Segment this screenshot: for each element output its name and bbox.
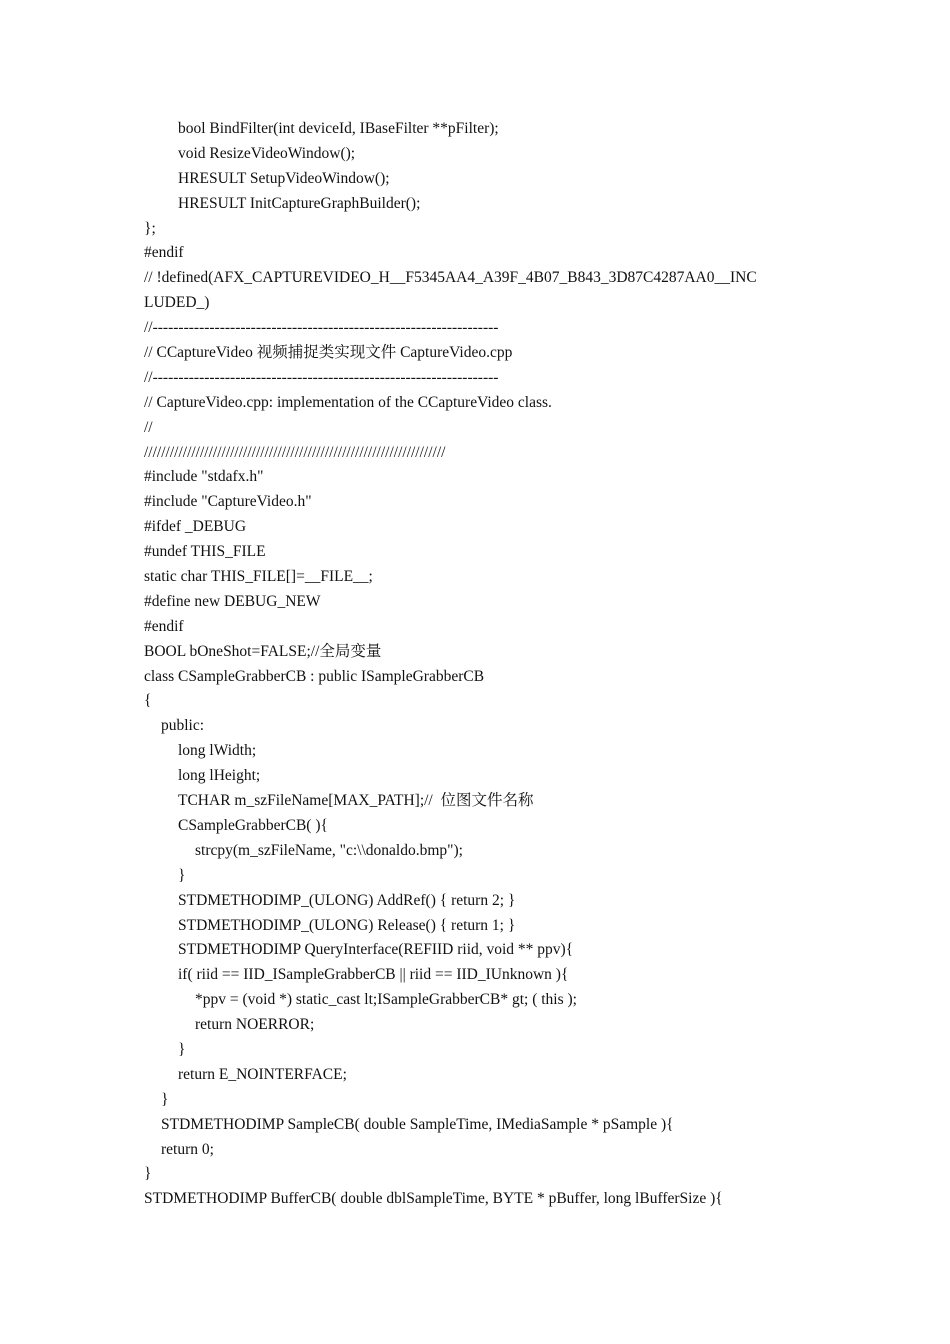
code-line: TCHAR m_szFileName[MAX_PATH];// 位图文件名称: [178, 792, 534, 810]
code-line: LUDED_): [144, 294, 210, 312]
code-line: STDMETHODIMP_(ULONG) Release() { return 1; }: [178, 916, 516, 934]
code-line: STDMETHODIMP SampleCB( double SampleTime, IMediaSample * pSample ){: [161, 1115, 674, 1133]
code-line: }: [178, 1040, 186, 1058]
code-line: BOOL bOneShot=FALSE;//全局变量: [144, 642, 382, 660]
code-line: }: [144, 1165, 152, 1183]
code-line: //-------------------------------------------------------------------: [144, 319, 499, 337]
code-line: //////////////////////////////////////////////////////////////////////: [144, 443, 446, 461]
code-line: static char THIS_FILE[]=__FILE__;: [144, 568, 373, 586]
code-line: {: [144, 692, 152, 710]
code-line: STDMETHODIMP QueryInterface(REFIID riid, void ** ppv){: [178, 941, 574, 959]
code-line: strcpy(m_szFileName, "c:\\donaldo.bmp");: [195, 841, 463, 859]
code-line: };: [144, 219, 156, 237]
code-line: #ifdef _DEBUG: [144, 518, 247, 536]
code-line: return NOERROR;: [195, 1016, 315, 1034]
code-line: long lHeight;: [178, 767, 261, 785]
code-line: #undef THIS_FILE: [144, 543, 266, 561]
code-line: return E_NOINTERFACE;: [178, 1065, 347, 1083]
code-line: #include "stdafx.h": [144, 468, 264, 486]
code-line: // CaptureVideo.cpp: implementation of the CCaptureVideo class.: [144, 393, 552, 411]
code-line: HRESULT SetupVideoWindow();: [178, 169, 390, 187]
code-line: *ppv = (void *) static_cast lt;ISampleGrabberCB* gt; ( this );: [195, 991, 577, 1009]
code-line: }: [178, 866, 186, 884]
code-line: public:: [161, 717, 205, 735]
code-line: #endif: [144, 617, 184, 635]
code-line: #endif: [144, 244, 184, 262]
code-line: }: [161, 1090, 169, 1108]
code-line: HRESULT InitCaptureGraphBuilder();: [178, 194, 421, 212]
code-line: #include "CaptureVideo.h": [144, 493, 312, 511]
code-line: #define new DEBUG_NEW: [144, 592, 321, 610]
code-line: return 0;: [161, 1140, 214, 1158]
code-line: long lWidth;: [178, 742, 257, 760]
code-line: bool BindFilter(int deviceId, IBaseFilter **pFilter);: [178, 120, 499, 137]
code-line: //-------------------------------------------------------------------: [144, 368, 499, 386]
code-line: if( riid == IID_ISampleGrabberCB || riid == IID_IUnknown ){: [178, 966, 569, 984]
code-listing: [144, 117, 844, 1212]
code-line: // CCaptureVideo 视频捕捉类实现文件 CaptureVideo.cpp: [144, 344, 513, 362]
code-line: CSampleGrabberCB( ){: [178, 816, 328, 834]
code-line: STDMETHODIMP BufferCB( double dblSampleTime, BYTE * pBuffer, long lBufferSize ){: [144, 1190, 723, 1208]
code-line: // !defined(AFX_CAPTUREVIDEO_H__F5345AA4_A39F_4B07_B843_3D87C4287AA0__INC: [144, 269, 757, 287]
code-line: STDMETHODIMP_(ULONG) AddRef() { return 2; }: [178, 891, 516, 909]
code-line: class CSampleGrabberCB : public ISampleGrabberCB: [144, 667, 485, 685]
code-line: void ResizeVideoWindow();: [178, 144, 356, 162]
code-line: //: [144, 418, 153, 436]
